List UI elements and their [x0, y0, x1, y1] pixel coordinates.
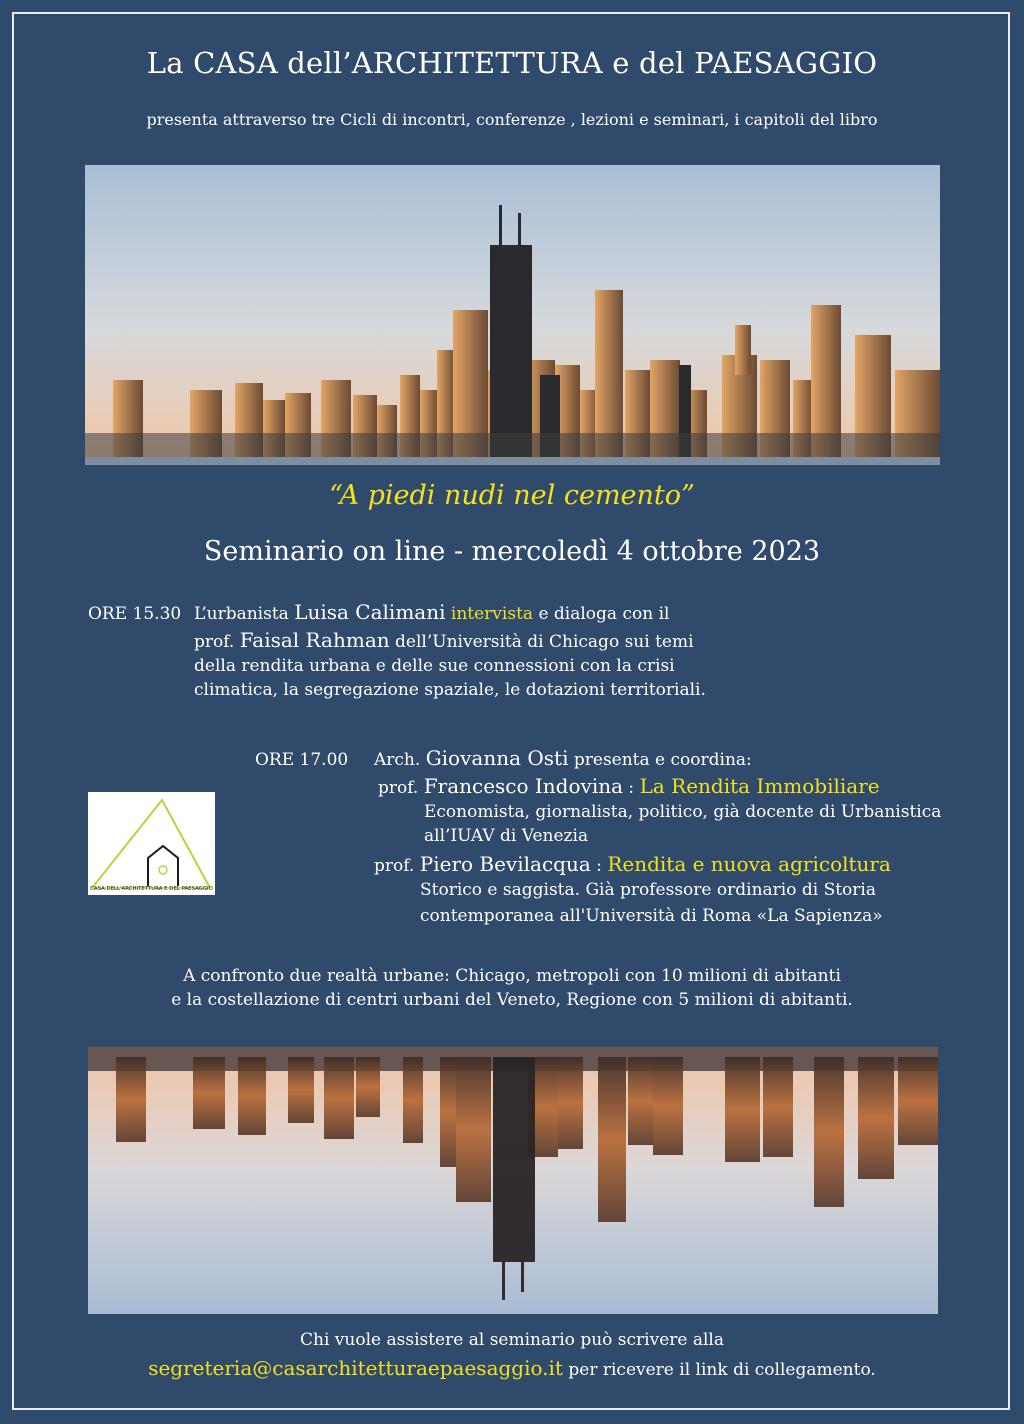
chicago-skyline-photo: [85, 165, 940, 465]
comparison-line2: e la costellazione di centri urbani del Veneto, Regione con 5 milioni di abitanti.: [171, 990, 853, 1010]
contact-email-link[interactable]: segreteria@casarchitetturaepaesaggio.it: [148, 1356, 563, 1380]
session1-line1: [194, 600, 669, 624]
s1-l2-pre: prof.: [194, 632, 240, 652]
logo-text: CASA DELL'ARCHITETTURA E DEL PAESAGGIO: [90, 886, 213, 892]
comparison-line1: A confronto due realtà urbane: Chicago, metropoli con 10 milioni di abitanti: [183, 966, 841, 986]
session1-line2: [194, 628, 694, 652]
s1-l1-post: e dialoga con il: [533, 604, 670, 624]
speaker-francesco-indovina: Francesco Indovina: [423, 774, 624, 798]
session1-line4: climatica, la segregazione spaziale, le dotazioni territoriali.: [194, 680, 706, 700]
session2-time: ORE 17.00: [255, 750, 349, 770]
s2-l1-post: presenta e coordina:: [568, 750, 752, 770]
speaker2-desc1: Storico e saggista. Già professore ordinario di Storia: [420, 880, 876, 900]
house-triangle-logo-icon: [88, 792, 215, 895]
s1-l1-pre: L’urbanista: [194, 604, 295, 624]
speaker1-desc2: all’IUAV di Venezia: [424, 826, 589, 846]
s2-sp2-pre: prof.: [374, 856, 420, 876]
skyline-reflection-photo: [88, 1047, 938, 1314]
speaker-faisal-rahman: Faisal Rahman: [239, 628, 390, 652]
topic-rendita-immobiliare: La Rendita Immobiliare: [639, 774, 880, 798]
casa-architettura-logo: [88, 792, 215, 895]
footer-line2: [0, 1356, 1024, 1380]
speaker-luisa-calimani: Luisa Calimani: [294, 600, 446, 624]
organization-title: La CASA dell’ARCHITETTURA e del PAESAGGIO: [146, 46, 878, 80]
speaker1-desc1: Economista, giornalista, politico, già docente di Urbanistica: [424, 802, 942, 822]
session1-time: ORE 15.30: [88, 604, 182, 624]
s2-sp1-pre: prof.: [378, 778, 424, 798]
book-title: “A piedi nudi nel cemento”: [329, 480, 695, 511]
speaker1-line: [378, 774, 880, 798]
footer-line2-post: per ricevere il link di collegamento.: [562, 1360, 876, 1380]
s2-l1-pre: Arch.: [374, 750, 426, 770]
seminar-date: Seminario on line - mercoledì 4 ottobre 2023: [203, 536, 821, 567]
intro-subtitle: presenta attraverso tre Cicli di incontri, conferenze , lezioni e seminari, i capitoli del libro: [146, 110, 878, 129]
footer-line1: Chi vuole assistere al seminario può scrivere alla: [300, 1330, 724, 1350]
speaker2-desc2: contemporanea all'Università di Roma «La Sapienza»: [420, 906, 883, 926]
s2-sp1-sep: :: [623, 778, 640, 798]
session1-line3: della rendita urbana e delle sue connessioni con la crisi: [194, 656, 675, 676]
s2-sp2-sep: :: [590, 856, 608, 876]
speaker-piero-bevilacqua: Piero Bevilacqua: [419, 852, 591, 876]
session2-line1: [374, 746, 752, 770]
speaker-giovanna-osti: Giovanna Osti: [425, 746, 569, 770]
s1-intervista-highlight: intervista: [450, 604, 534, 624]
topic-rendita-agricoltura: Rendita e nuova agricoltura: [607, 852, 891, 876]
speaker2-line: [374, 852, 891, 876]
s1-l2-post: dell’Università di Chicago sui temi: [389, 632, 694, 652]
